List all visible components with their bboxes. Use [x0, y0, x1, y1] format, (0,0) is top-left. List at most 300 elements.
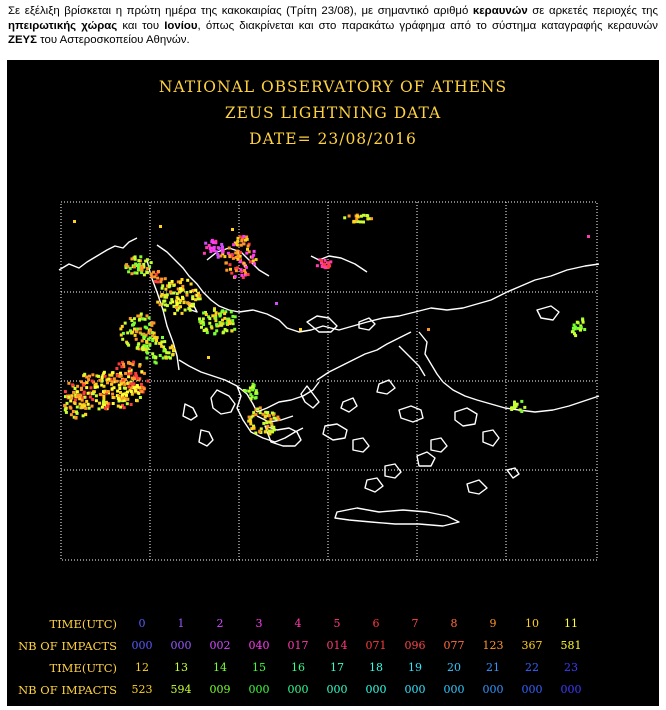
strike-mark [324, 266, 327, 269]
strike-mark [124, 322, 127, 325]
legend-impacts-3: 040 [248, 639, 270, 652]
strike-mark [187, 307, 190, 310]
legend-impacts-19: 000 [404, 683, 426, 696]
strike-mark [136, 315, 139, 318]
legend-time-14: 14 [213, 661, 227, 674]
strike-mark [264, 430, 267, 433]
strike-mark [228, 247, 231, 250]
legend-time-0: 0 [138, 617, 146, 630]
strike-mark [203, 252, 206, 255]
strike-mark [268, 414, 271, 417]
strike-mark [146, 314, 149, 317]
strike-mark [258, 430, 261, 433]
strike-mark [149, 329, 152, 332]
strike-mark [169, 290, 172, 293]
legend-impacts-8: 077 [443, 639, 465, 652]
strike-mark [362, 214, 365, 217]
strike-mark [118, 375, 121, 378]
strike-mark [111, 380, 114, 383]
strike-mark [208, 322, 211, 325]
strike-mark [143, 387, 146, 390]
strike-mark [324, 259, 327, 262]
strike-mark [102, 397, 105, 400]
strike-mark [75, 417, 78, 420]
strike-mark [215, 250, 218, 253]
strike-mark [121, 379, 124, 382]
strike-mark [172, 284, 175, 287]
strike-mark [368, 217, 371, 220]
strike-mark [232, 243, 235, 246]
strike-mark [233, 328, 236, 331]
strike-mark [348, 215, 351, 218]
map-title-line-2: ZEUS LIGHTNING DATA [224, 104, 442, 122]
intro-text-3: και του [117, 19, 165, 32]
strike-mark [159, 354, 162, 357]
strike-mark [520, 410, 523, 413]
strike-mark [106, 405, 109, 408]
strike-mark [249, 420, 252, 423]
strike-mark [156, 336, 159, 339]
strike-mark [353, 220, 356, 223]
strike-mark [72, 391, 75, 394]
strike-mark [215, 323, 218, 326]
strike-mark [272, 426, 275, 429]
strike-mark [587, 235, 590, 238]
strike-mark [118, 387, 121, 390]
strike-mark [145, 340, 148, 343]
intro-bold-1: κεραυνών [472, 5, 528, 17]
legend-impacts-5: 014 [326, 639, 348, 652]
strike-mark [137, 392, 140, 395]
strike-mark [135, 386, 138, 389]
legend-time-3: 3 [255, 617, 263, 630]
strike-mark [90, 386, 93, 389]
legend-impacts-2: 002 [209, 639, 231, 652]
strike-mark [362, 221, 365, 224]
strike-mark [159, 280, 162, 283]
strike-mark [259, 411, 262, 414]
strike-mark [91, 373, 94, 376]
strike-mark [520, 400, 523, 403]
strike-mark [243, 242, 246, 245]
strike-mark [241, 238, 244, 241]
strike-mark [101, 406, 104, 409]
strike-mark [141, 317, 144, 320]
intro-bold-3: Ιονίου [164, 19, 198, 32]
strike-mark [173, 348, 176, 351]
strike-mark [171, 280, 174, 283]
strike-mark [146, 271, 149, 274]
strike-mark [179, 280, 182, 283]
legend-time-22: 22 [525, 661, 539, 674]
strike-mark [202, 323, 205, 326]
strike-mark [91, 405, 94, 408]
strike-mark [112, 371, 115, 374]
intro-text-5: του Αστεροσκοπείου Αθηνών. [37, 34, 190, 46]
strike-mark [76, 385, 79, 388]
strike-mark [252, 383, 255, 386]
strike-mark [141, 339, 144, 342]
strike-mark [221, 309, 224, 312]
strike-mark [117, 405, 120, 408]
strike-mark [205, 246, 208, 249]
strike-mark [80, 388, 83, 391]
strike-mark [132, 361, 135, 364]
strike-mark [218, 247, 221, 250]
strike-mark [137, 268, 140, 271]
strike-mark [228, 322, 231, 325]
strike-mark [234, 275, 237, 278]
strike-mark [204, 242, 207, 245]
strike-mark [95, 383, 98, 386]
strike-mark [88, 407, 91, 410]
strike-mark [327, 266, 330, 269]
strike-mark [140, 370, 143, 373]
strike-mark [67, 396, 70, 399]
strike-mark [99, 393, 102, 396]
legend-impacts-13: 594 [170, 683, 192, 696]
strike-mark [148, 344, 151, 347]
strike-mark [223, 255, 226, 258]
strike-mark [138, 263, 141, 266]
strike-mark [119, 327, 122, 330]
strike-mark [80, 380, 83, 383]
strike-mark [105, 401, 108, 404]
strike-mark [229, 263, 232, 266]
strike-mark [142, 348, 145, 351]
strike-mark [205, 313, 208, 316]
strike-mark [211, 314, 214, 317]
legend-impacts-11: 581 [560, 639, 582, 652]
strike-mark [136, 399, 139, 402]
strike-mark [97, 375, 100, 378]
strike-mark [106, 381, 109, 384]
intro-paragraph [8, 4, 658, 48]
strike-mark [144, 326, 147, 329]
strike-mark [169, 301, 172, 304]
strike-mark [254, 413, 257, 416]
strike-mark [255, 258, 258, 261]
legend-time-8: 8 [450, 617, 458, 630]
strike-mark [76, 406, 79, 409]
strike-mark [140, 271, 143, 274]
strike-mark [132, 363, 135, 366]
strike-mark [98, 402, 101, 405]
strike-mark [580, 326, 583, 329]
strike-mark [252, 259, 255, 262]
strike-mark [136, 328, 139, 331]
strike-mark [130, 319, 133, 322]
impacts-label: NB OF IMPACTS [18, 683, 117, 697]
strike-mark [130, 403, 133, 406]
strike-mark [153, 361, 156, 364]
strike-mark [576, 321, 579, 324]
strike-mark [212, 249, 215, 252]
strike-mark [144, 348, 147, 351]
strike-mark [95, 394, 98, 397]
strike-mark [230, 310, 233, 313]
strike-mark [236, 243, 239, 246]
strike-mark [132, 382, 135, 385]
strike-mark [162, 349, 165, 352]
strike-mark [189, 304, 192, 307]
strike-mark [162, 357, 165, 360]
strike-mark [202, 317, 205, 320]
strike-mark [170, 298, 173, 301]
strike-mark [366, 214, 369, 217]
strike-mark [107, 378, 110, 381]
strike-mark [172, 292, 175, 295]
strike-mark [111, 393, 114, 396]
legend-time-row-2 [7, 661, 659, 679]
strike-mark [152, 271, 155, 274]
strike-mark [141, 268, 144, 271]
strike-mark [132, 323, 135, 326]
strike-mark [85, 386, 88, 389]
strike-mark [164, 277, 167, 280]
strike-mark [245, 252, 248, 255]
strike-mark [64, 390, 67, 393]
strike-mark [249, 393, 252, 396]
strike-mark [125, 264, 128, 267]
legend-time-1: 1 [177, 617, 185, 630]
strike-mark [145, 357, 148, 360]
strike-mark [215, 329, 218, 332]
strike-mark [82, 414, 85, 417]
strike-mark [69, 399, 72, 402]
legend-impacts-18: 000 [365, 683, 387, 696]
legend-time-15: 15 [252, 661, 266, 674]
strike-mark [153, 332, 156, 335]
strike-mark [164, 303, 167, 306]
strike-mark [67, 382, 70, 385]
strike-mark [103, 371, 106, 374]
strike-mark [160, 293, 163, 296]
map-title-line-1: NATIONAL OBSERVATORY OF ATHENS [158, 78, 508, 96]
strike-mark [254, 432, 257, 435]
strike-mark [82, 384, 85, 387]
strike-mark [127, 385, 130, 388]
legend-time-6: 6 [372, 617, 380, 630]
strike-mark [160, 345, 163, 348]
strike-mark [150, 261, 153, 264]
strike-mark [242, 235, 245, 238]
strike-mark [190, 283, 193, 286]
strike-mark [87, 403, 90, 406]
time-label: TIME(UTC) [49, 617, 117, 631]
strike-mark [255, 391, 258, 394]
strike-mark [173, 312, 176, 315]
strike-mark [136, 377, 139, 380]
strike-mark [95, 399, 98, 402]
strike-mark [74, 402, 77, 405]
strike-mark [214, 317, 217, 320]
lightning-strikes [63, 214, 590, 436]
legend-time-13: 13 [174, 661, 188, 674]
strike-mark [247, 273, 250, 276]
strike-mark [583, 328, 586, 331]
strike-mark [160, 340, 163, 343]
strike-mark [269, 418, 272, 421]
strike-mark [268, 432, 271, 435]
strike-mark [124, 378, 127, 381]
strike-mark [94, 386, 97, 389]
strike-mark [253, 262, 256, 265]
strike-mark [127, 372, 130, 375]
strike-mark [181, 312, 184, 315]
strike-mark [156, 280, 159, 283]
strike-mark [427, 328, 430, 331]
strike-mark [85, 400, 88, 403]
strike-mark [161, 336, 164, 339]
strike-mark [138, 318, 141, 321]
strike-mark [194, 289, 197, 292]
strike-mark [513, 406, 516, 409]
strike-mark [235, 269, 238, 272]
strike-mark [248, 416, 251, 419]
strike-mark [206, 331, 209, 334]
strike-mark [118, 398, 121, 401]
strike-mark [134, 271, 137, 274]
strike-mark [136, 347, 139, 350]
strike-mark [144, 260, 147, 263]
strike-mark [154, 356, 157, 359]
strike-mark [85, 381, 88, 384]
strike-mark [127, 270, 130, 273]
legend-time-9: 9 [489, 617, 497, 630]
strike-mark [221, 249, 224, 252]
strike-mark [139, 255, 142, 258]
strike-mark [150, 275, 153, 278]
strike-mark [231, 330, 234, 333]
strike-mark [251, 388, 254, 391]
legend-time-12: 12 [135, 661, 149, 674]
strike-mark [191, 295, 194, 298]
strike-mark [210, 327, 213, 330]
strike-mark [137, 259, 140, 262]
strike-mark [76, 394, 79, 397]
strike-mark [217, 256, 220, 259]
strike-mark [92, 392, 95, 395]
strike-mark [124, 372, 127, 375]
strike-mark [122, 363, 125, 366]
strike-mark [75, 390, 78, 393]
strike-mark [144, 344, 147, 347]
strike-mark [140, 383, 143, 386]
strike-mark [108, 374, 111, 377]
strike-mark [574, 326, 577, 329]
strike-mark [87, 378, 90, 381]
strike-mark [122, 332, 125, 335]
strike-mark [571, 330, 574, 333]
strike-mark [209, 250, 212, 253]
strike-mark [139, 327, 142, 330]
strike-mark [179, 287, 182, 290]
strike-mark [253, 250, 256, 253]
strike-mark [175, 306, 178, 309]
strike-mark [189, 290, 192, 293]
strike-mark [126, 398, 129, 401]
strike-mark [250, 397, 253, 400]
strike-mark [222, 331, 225, 334]
strike-mark [129, 362, 132, 365]
strike-mark [169, 346, 172, 349]
strike-mark [316, 264, 319, 267]
strike-mark [198, 320, 201, 323]
strike-mark [142, 263, 145, 266]
strike-mark [172, 353, 175, 356]
strike-mark [228, 254, 231, 257]
strike-mark [165, 351, 168, 354]
strike-mark [185, 291, 188, 294]
strike-mark [131, 377, 134, 380]
strike-mark [269, 421, 272, 424]
strike-mark [264, 414, 267, 417]
strike-mark [266, 425, 269, 428]
strike-mark [156, 301, 159, 304]
strike-mark [224, 262, 227, 265]
legend-impacts-9: 123 [482, 639, 504, 652]
strike-mark [234, 251, 237, 254]
legend-impacts-row-2 [7, 683, 659, 701]
strike-mark [138, 365, 141, 368]
strike-mark [579, 329, 582, 332]
strike-mark [268, 430, 271, 433]
strike-mark [221, 246, 224, 249]
strike-mark [198, 294, 201, 297]
strike-mark [134, 389, 137, 392]
strike-mark [146, 267, 149, 270]
strike-mark [83, 373, 86, 376]
strike-mark [169, 357, 172, 360]
strike-mark [159, 303, 162, 306]
strike-mark [194, 298, 197, 301]
strike-mark [156, 277, 159, 280]
legend-impacts-1: 000 [170, 639, 192, 652]
legend-impacts-15: 000 [248, 683, 270, 696]
strike-mark [160, 278, 163, 281]
strike-mark [510, 408, 513, 411]
strike-mark [259, 406, 262, 409]
strike-mark [119, 372, 122, 375]
strike-mark [216, 253, 219, 256]
strike-mark [103, 385, 106, 388]
strike-mark [162, 300, 165, 303]
legend-impacts-0: 000 [131, 639, 153, 652]
strike-mark [153, 275, 156, 278]
strike-mark [70, 413, 73, 416]
strike-mark [147, 380, 150, 383]
strike-mark [81, 404, 84, 407]
strike-mark [159, 225, 162, 228]
strike-mark [581, 319, 584, 322]
strike-mark [247, 245, 250, 248]
strike-mark [220, 322, 223, 325]
strike-mark [214, 319, 217, 322]
strike-mark [115, 367, 118, 370]
legend-impacts-16: 000 [287, 683, 309, 696]
strike-mark [123, 406, 126, 409]
strike-mark [140, 266, 143, 269]
legend-impacts-10: 367 [521, 639, 543, 652]
strike-mark [232, 322, 235, 325]
strike-mark [183, 301, 186, 304]
strike-mark [236, 266, 239, 269]
strike-mark [262, 422, 265, 425]
legend-time-7: 7 [411, 617, 419, 630]
strike-mark [82, 392, 85, 395]
strike-mark [118, 362, 121, 365]
